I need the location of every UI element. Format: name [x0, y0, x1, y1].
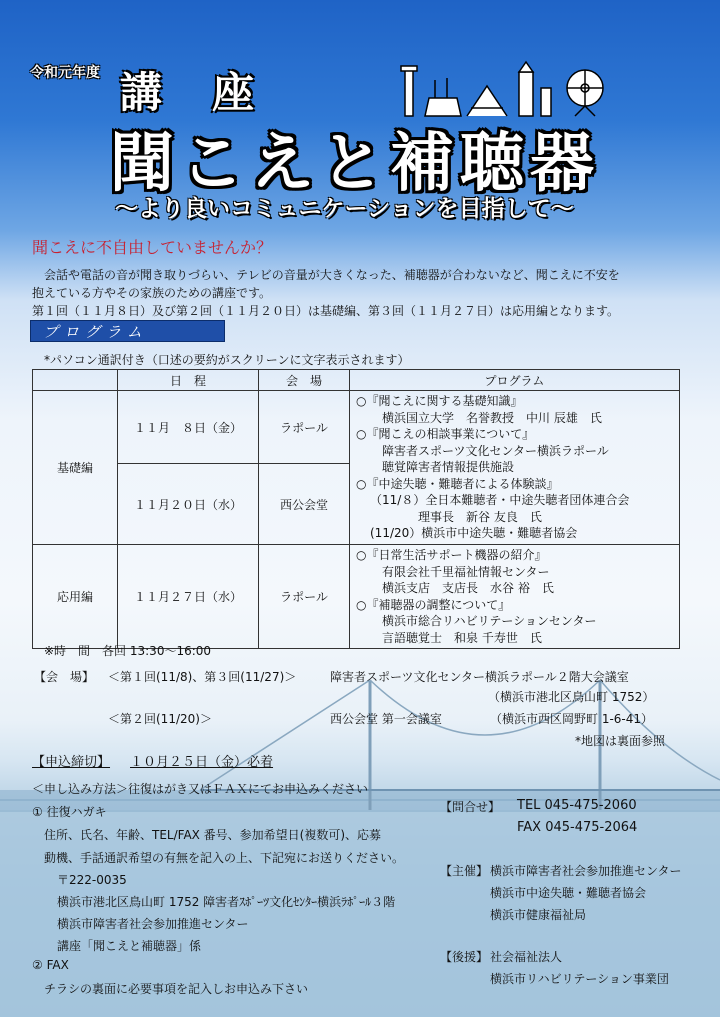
- apply-address: 横浜市港北区鳥山町 1752 障害者ｽﾎﾟｰﾂ文化ｾﾝﾀｰ横浜ﾗﾎﾟｰﾙ３階: [57, 895, 396, 909]
- apply-postcard-title: ① 往復ハガキ: [32, 805, 107, 819]
- advanced-program-cell: [350, 545, 680, 649]
- program-line: ○『聞こえに関する基礎知識』: [356, 394, 523, 409]
- program-line: 障害者スポーツ文化センター横浜ラポール: [382, 443, 609, 458]
- program-line: ○『聞こえの相談事業について』: [356, 427, 535, 442]
- contact-label: 【問合せ】: [440, 800, 501, 814]
- program-line: 言語聴覚士 和泉 千寿世 氏: [382, 630, 542, 645]
- advanced-venue: ラポール: [259, 545, 350, 649]
- table-header-row: [33, 370, 680, 391]
- program-line: 横浜市総合リハビリテーションセンター: [382, 614, 597, 628]
- advanced-date: １１月２７日（水）: [118, 545, 259, 649]
- basic-label: 基礎編: [33, 391, 118, 545]
- program-line: ○『中途失聴・難聴者による体験談』: [356, 476, 559, 491]
- venue-2-place: 西公会堂 第一会議室: [330, 712, 442, 726]
- organizer-3: 横浜市健康福祉局: [490, 908, 587, 922]
- header-venue: 会 場: [259, 370, 350, 391]
- apply-postcard-line-1: 住所、氏名、年齢、TEL/FAX 番号、参加希望日(複数可)、応募: [44, 828, 382, 842]
- basic-date-2: １１月２０日（水）: [118, 464, 259, 545]
- kouza-char-2: 座: [212, 68, 257, 117]
- venue-1-place: 障害者スポーツ文化センター横浜ラポール２階大会議室: [330, 670, 629, 684]
- table-row: [33, 391, 680, 464]
- venue-2-session: ＜第２回(11/20)＞: [108, 712, 212, 726]
- organizer-1: 横浜市障害者社会参加推進センター: [490, 864, 682, 878]
- intro-line-1: 会話や電話の音が聞き取りづらい、テレビの音量が大きくなった、補聴器が合わないなど、聞こえに不安を: [44, 268, 620, 282]
- schedule-table: [32, 369, 680, 649]
- apply-method: ＜申し込み方法＞往復はがき又はＦＡＸにてお申込みください: [32, 782, 369, 796]
- apply-fax-title: ② FAX: [32, 958, 69, 972]
- organizer-label: 【主催】: [440, 864, 489, 878]
- deadline-date: １０月２５日（金）必着: [130, 755, 274, 770]
- year-tag: 令和元年度: [30, 65, 100, 81]
- contact-fax: FAX 045-475-2064: [517, 820, 638, 835]
- program-banner: プログラム: [30, 320, 225, 342]
- header-date: 日 程: [118, 370, 259, 391]
- pc-interpret-note: *パソコン通訳付き（口述の要約がスクリーンに文字表示されます）: [44, 353, 410, 367]
- intro-line-3: 第１回（１１月８日）及び第２回（１１月２０日）は基礎編、第３回（１１月２７日）は応用編となります。: [32, 304, 620, 318]
- advanced-label: 応用編: [33, 545, 118, 649]
- program-line: ○『補聴器の調整について』: [356, 597, 511, 612]
- session-time: ※時 間 各回 13:30～16:00: [44, 644, 212, 658]
- venue-1-address: （横浜市港北区鳥山町 1752）: [488, 690, 655, 704]
- sponsor-2: 横浜市リハビリテーション事業団: [490, 972, 669, 986]
- program-line: 有限会社千里福祉情報センター: [382, 564, 550, 579]
- program-line: 理事長 新谷 友良 氏: [418, 509, 542, 524]
- apply-postcard-line-2: 動機、手話通訳希望の有無を記入の上、下記宛にお送りください。: [44, 851, 405, 865]
- subtitle: ～より良いコミュニケーションを目指して～: [115, 196, 574, 222]
- program-line: ○『日常生活サポート機器の紹介』: [356, 548, 547, 562]
- main-title: 聞こえと補聴器: [110, 127, 600, 201]
- basic-date-1: １１月 ８日（金）: [118, 391, 259, 464]
- program-line: 横浜支店 支店長 水谷 裕 氏: [382, 581, 554, 595]
- apply-org: 横浜市障害者社会参加推進センター: [57, 917, 249, 931]
- map-note: *地図は裏面参照: [575, 734, 666, 748]
- basic-venue-2: 西公会堂: [259, 464, 350, 545]
- program-line: （11/８）全日本難聴者・中途失聴者団体連合会: [370, 493, 630, 508]
- contact-tel: TEL 045-475-2060: [517, 798, 637, 813]
- kouza-char-1: 講: [120, 68, 165, 117]
- sponsor-1: 社会福祉法人: [490, 950, 563, 964]
- table-row: [33, 545, 680, 649]
- venue-2-address: （横浜市西区岡野町 1-6-41）: [490, 712, 654, 726]
- header-blank: [33, 370, 118, 391]
- apply-course: 講座「聞こえと補聴器」係: [57, 939, 202, 953]
- venue-label: 【会 場】: [34, 670, 95, 684]
- intro-question: 聞こえに不自由していませんか？: [32, 238, 273, 257]
- venue-1-sessions: ＜第１回(11/8)、第３回(11/27)＞: [108, 670, 297, 684]
- deadline: [32, 751, 273, 770]
- program-line: 横浜国立大学 名誉教授 中川 辰雄 氏: [382, 410, 602, 425]
- deadline-label: 【申込締切】: [32, 755, 111, 770]
- apply-fax-line: チラシの裏面に必要事項を記入しお申込み下さい: [44, 982, 309, 996]
- header-program: プログラム: [350, 370, 680, 391]
- organizer-2: 横浜市中途失聴・難聴者協会: [490, 886, 647, 900]
- basic-program-cell: [350, 391, 680, 545]
- basic-venue-1: ラポール: [259, 391, 350, 464]
- sponsor-label: 【後援】: [440, 950, 489, 964]
- yokohama-skyline-icon: [395, 58, 610, 118]
- apply-zip: 〒222-0035: [57, 873, 127, 887]
- program-line: 聴覚障害者情報提供施設: [382, 460, 515, 475]
- program-line: (11/20）横浜市中途失聴・難聴者協会: [370, 526, 578, 541]
- intro-line-2: 抱えている方やその家族のための講座です。: [32, 286, 272, 300]
